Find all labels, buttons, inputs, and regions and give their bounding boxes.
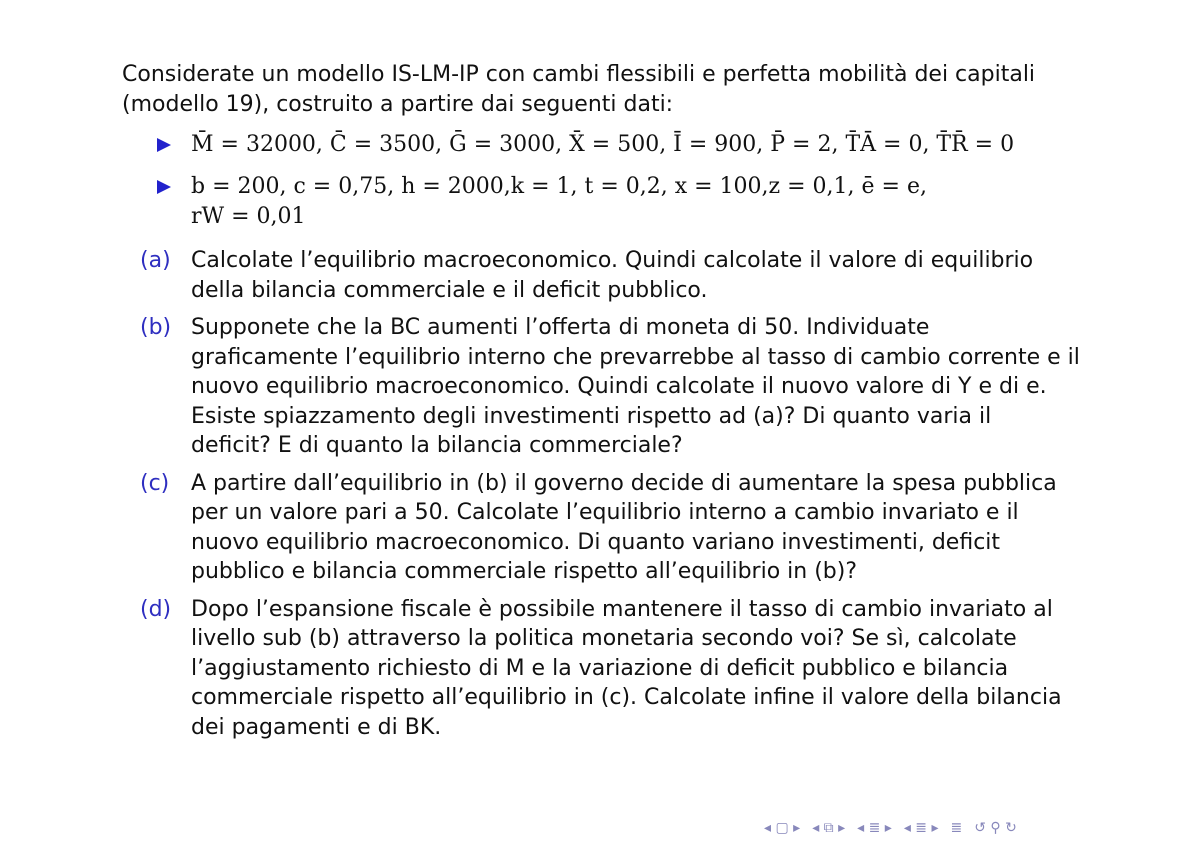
question-line: A partire dall’equilibrio in (b) il governo decide di aumentare la spesa pubblica <box>191 470 1057 496</box>
intro-line-2: (modello 19), costruito a partire dai seguenti dati: <box>122 92 674 117</box>
exogenous-values: M̄ = 32000, C̄ = 3500, Ḡ = 3000, X̄ = 500, Ī = 900, P̄ = 2, T̄Ā = 0, T̄R̄ = 0 <box>191 132 1015 157</box>
question-line: Esiste spiazzamento degli investimenti rispetto ad (a)? Di quanto varia il <box>191 403 992 429</box>
question-label: (c) <box>140 470 170 496</box>
question-line: della bilancia commerciale e il deficit pubblico. <box>191 277 708 303</box>
question-line: Calcolate l’equilibrio macroeconomico. Quindi calcolate il valore di equilibrio <box>191 248 1034 273</box>
intro-line-1: Considerate un modello IS-LM-IP con cambi flessibili e perfetta mobilità dei capitali <box>122 62 1036 87</box>
question-a <box>140 246 1100 305</box>
question-line: commerciale rispetto all’equilibrio in (c). Calcolate infine il valore della bilancia <box>191 685 1062 710</box>
bullet-exogenous <box>157 130 1117 160</box>
parameters-line-1: b = 200, c = 0,75, h = 2000,k = 1, t = 0,2, x = 100,z = 0,1, ē = e, <box>191 174 927 199</box>
intro-text <box>122 60 1122 120</box>
nav-subsection-icon[interactable]: ◂ ⧉ ▸ <box>812 820 846 836</box>
nav-appendix-icon[interactable]: ◂ ≣ ▸ <box>903 820 939 836</box>
question-line: nuovo equilibrio macroeconomico. Di quanto variano investimenti, deficit <box>191 529 1001 555</box>
bullet-parameters <box>157 172 1117 232</box>
question-line: l’aggiustamento richiesto di M e la variazione di deficit pubblico e bilancia <box>191 655 1009 681</box>
question-line: deficit? E di quanto la bilancia commerciale? <box>191 433 683 458</box>
question-line: graficamente l’equilibrio interno che prevarrebbe al tasso di cambio corrente e il <box>191 344 1080 370</box>
nav-section-icon[interactable]: ◂ ≣ ▸ <box>857 820 892 836</box>
question-line: per un valore pari a 50. Calcolate l’equilibrio interno a cambio invariato e il <box>191 500 1019 525</box>
beamer-navigation <box>764 820 1017 836</box>
question-line: livello sub (b) attraverso la politica monetaria secondo voi? Se sì, calcolate <box>191 626 1017 651</box>
question-b <box>140 313 1100 461</box>
nav-search-icon[interactable]: ↺ ⚲ ↻ <box>974 820 1017 836</box>
bullet-triangle-icon <box>157 138 171 152</box>
data-bullets <box>157 130 1117 232</box>
question-line: nuovo equilibrio macroeconomico. Quindi calcolate il nuovo valore di Y e di e. <box>191 374 1047 399</box>
question-label: (b) <box>140 315 172 340</box>
nav-frame-icon[interactable]: ◂ ▢ ▸ <box>764 820 801 836</box>
question-list <box>140 246 1100 742</box>
question-label: (d) <box>140 596 172 622</box>
nav-align-icon[interactable]: ≣ <box>950 820 963 836</box>
question-line: dei pagamenti e di BK. <box>191 714 442 740</box>
bullet-triangle-icon <box>157 180 171 194</box>
question-line: Dopo l’espansione fiscale è possibile mantenere il tasso di cambio invariato al <box>191 596 1053 622</box>
question-c <box>140 469 1100 587</box>
parameters-line-2: rW = 0,01 <box>191 204 306 229</box>
question-label: (a) <box>140 248 171 273</box>
question-d <box>140 595 1100 743</box>
question-line: Supponete che la BC aumenti l’offerta di moneta di 50. Individuate <box>191 315 930 340</box>
question-line: pubblico e bilancia commerciale rispetto all’equilibrio in (b)? <box>191 559 858 584</box>
